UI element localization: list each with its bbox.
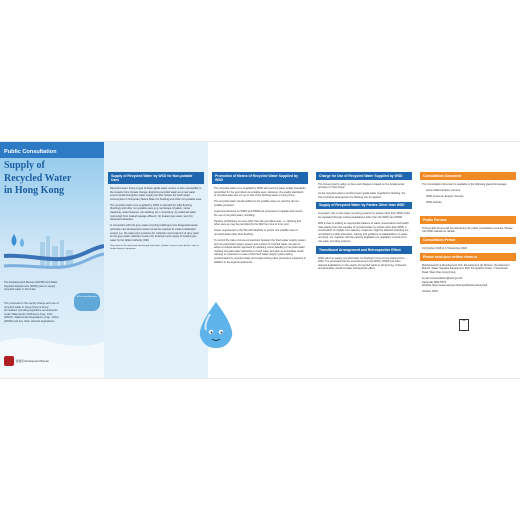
charge-panel: [312, 142, 416, 378]
paragraph: Three public forums will be held during the public consultation exercise. Please visit WSD website for details.: [422, 226, 513, 234]
public-forums-body: [422, 227, 514, 234]
title-line: in Hong Kong: [4, 185, 65, 196]
supply-body: [110, 187, 202, 251]
supply-panel: [104, 142, 208, 378]
proposal-text: The proposal on the supply charge and use of recycled water in Hong Kong is being formulated, including legislative amendments under Waterworks Ordinance (Cap. 102) (WWO), Waterworks Regulations (Cap. 102A) (WWR) and any other relevant legislations.: [4, 302, 59, 323]
email-label: E-mail: [422, 276, 430, 280]
public-forums-header: Public Forums: [420, 216, 516, 224]
cover-title: [4, 160, 100, 198]
consultation-panel: [416, 142, 520, 378]
charge-body: [318, 183, 410, 200]
consultation-period-body: [422, 247, 514, 251]
bullet: Pipeline prohibitions on uses other than the permitted uses, i.e. flushing and other uses as may be permitted by the WA from time to time; and: [214, 219, 302, 227]
fax-label: Facsimile: [422, 280, 433, 284]
paragraph: The Government's policy on fees and charges is based on the fundamental principle of "User Pays".: [318, 182, 405, 190]
bureau-emblem-icon: [4, 356, 14, 366]
web-row: [422, 284, 514, 288]
title-line: Recycled Water: [4, 172, 72, 184]
period: 19 October 2018 to 17 December 2018: [422, 247, 467, 251]
promotion-body: [214, 187, 306, 264]
paragraph: The recycled water to be supplied by WSD is intended for toilet flushing (flushing) and other non-potable uses (e.g. landscape irrigation, street cleansing, water features, car washing etc.) comprising: (i) reclaimed water (converted from treated sewage effluent); (ii) treated grey water; and (iii) harvested rainwater.: [110, 203, 196, 222]
contact-details: [422, 264, 514, 294]
bureau-logo: [4, 356, 49, 366]
list-item: Home Affairs Enquiry Centres: [426, 188, 461, 192]
transitional-header: Transitional Arrangement and Retrospective Effect: [316, 246, 412, 254]
other-parties-body: [318, 212, 410, 243]
list-item: WSD website: [426, 200, 442, 204]
paragraph: As the recycled water is another lower-grade water supplied for flushing, the free-of-charge arrangement for flushing can be applied.: [318, 192, 406, 199]
paragraph: Recycled water, being a type of lower-grade water source, is less susceptible to the impacts from climate change. Exploring recycled water as a new water source would strengthen water supply but also reduce the fresh water consumption in Temporary Mains Water for flushing and other non-potable uses.: [110, 187, 202, 201]
paragraph: The Consultation document is available in the following places/homepage:: [422, 182, 508, 186]
issue-date: October 2018: [422, 290, 438, 294]
paragraph: To control the risks of cross-connections between the fresh water supply system and recycled water supply system and misuse of recycled water, we plan to adopt a multiple-barrier approach by adopting colour-labelling of recycled water marking recycled water distinctive to fresh water and give an immediate visual warning to customers in case of the fresh water supply system being contaminated by recycled water and implementing other preventive measures in addition to the legal amendments.: [214, 239, 306, 264]
title-line: Supply of: [4, 160, 45, 171]
other-parties-header: Supply of Recycled Water by Parties Other than WSD: [316, 202, 412, 210]
consultation-period-header: Consultation Period: [420, 237, 516, 245]
mail-address: Research & Development Unit, Development (2) Division, Development Branch, Water Supplies Department, 46/F Immigration Tower, 7 Gloucester Road, Wan Chai, Hong Kong: [422, 263, 510, 274]
consultation-document-body: [422, 183, 514, 205]
web-label: Website: [422, 284, 432, 288]
brochure: [0, 141, 520, 379]
footnote: Grey water is the used water discharged from baths, showers, basins, wash basins, sinks or similar fixtures in premises.: [110, 244, 199, 250]
paragraph: WSD plans to supply recycled water for flushing in Hong Kong starting from 2022. It is proposed that the amendments to the WWO, WWR and other relevant legislations on the supply of recycled water in Hong Kong, if relevant and amended, would not take retrospective effect.: [318, 256, 407, 271]
intro-text: The Development Bureau (DEVB) and Water Supplies Department (WSD) plan to supply recycled water in full scale.: [4, 281, 58, 292]
water-drop-mascot-icon: [194, 300, 238, 350]
bullet: Power empowered to the WA with flexibility to permit non-potable uses of recycled water other than flushing.: [214, 229, 298, 236]
promotion-header: Promotion of Means of Recycled Water Supplied by WSD: [212, 172, 308, 184]
fsc-logo-icon: FSC: [459, 319, 469, 331]
recycled-water-badge: All on recycled water: [74, 293, 100, 311]
mail-row: [422, 264, 514, 275]
promotion-panel: [208, 142, 312, 378]
cover-panel: [0, 142, 104, 378]
paragraph: In connection with the grey water recycling buildings to the designated areas (primarily new development areas) would be required to install a dedicated system (i.e. the water pipe systems) for collection and treatment of grey water so the grey water collection system for treatment and supply of treated grey water by the Water Authority (WA).: [110, 224, 200, 242]
mail-label: Mail: [422, 263, 427, 267]
paragraph: The recycled water should neither be for potable uses nor used for all non-potable purposes.: [214, 200, 300, 207]
bureau-name: 發展局 Development Bureau: [16, 359, 49, 363]
paragraph: At present, the on-site water recycling systems by parties other than WSD could be regulated through existing legislations other than the WWO and WWR.: [318, 212, 410, 219]
list-item: WSD Customer Enquiry Centres: [426, 194, 464, 198]
paragraph: With a view to striking an appropriate balance of water conservation and health risks arising from the supplies of recycled water by parties other than WSD, a combination of multiple non-statutory measures might be effected including but not limited to public education, training and guidance to stakeholders on water recycling, etc. together with the existing legislation on regulatory control of on-site water recycling systems.: [318, 222, 409, 244]
charge-header: Charge for Use of Recycled Water Supplied by WSD: [316, 172, 412, 180]
fax-number: 2802 5379: [433, 280, 446, 284]
paragraph: The recycled water to be supplied by WSD will meet the water quality standards prescribed for the permitted non-potable uses. However, the quality standards of recycled water are not up to that of the drinking water in Hong Kong.: [214, 187, 306, 198]
consultation-document-header: Consultation Document: [420, 172, 516, 180]
transitional-body: [318, 257, 410, 271]
send-views-header: Please send your written views to: [420, 253, 516, 261]
email-address: rwconsultation@wsd.gov.hk: [430, 276, 463, 280]
paragraph: Legal amendments on WWO and WWR are proposed to regulate and control the use of recycled water, including:: [214, 209, 303, 217]
supply-header: Supply of Recycled Water by WSD for Non-potable Uses: [108, 172, 204, 184]
cover-header: Public Consultation: [4, 149, 57, 155]
web-address: https://www.wsd.gov.hk/en/publications/recycled: [432, 284, 488, 288]
